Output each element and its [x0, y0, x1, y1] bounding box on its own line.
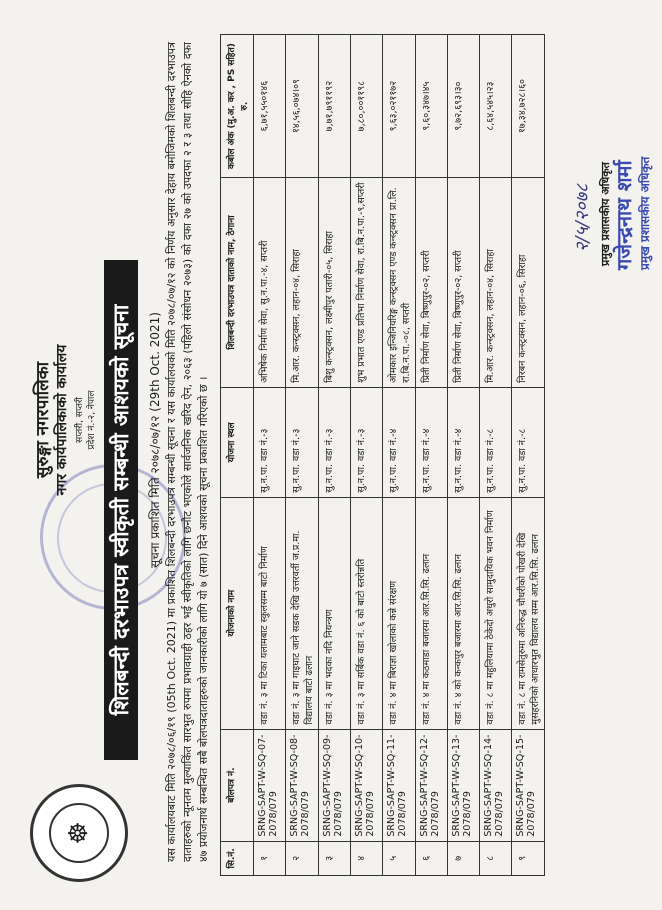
cell-project: वडा नं. ३ मा गाइघाट जाने सडक देखि उत्तरवर्ती ज.प्र.मा. विद्यालय बाटो ढलान [286, 497, 319, 729]
cell-serial: ४ [351, 841, 383, 875]
table-row [383, 35, 416, 876]
cell-amount: ७,८०,००११९८ [351, 35, 383, 178]
publish-date: सूचना प्रकाशित मिति २०७८/०७/१२ (29th Oct. 2021) [148, 312, 162, 568]
table-row [448, 35, 480, 876]
table-row [480, 35, 512, 876]
cell-contractor: बिशु कन्स्ट्रक्सन, लक्ष्मीपुर पतारी-०५, सिराहा [319, 178, 351, 388]
cell-project: वडा नं. ३ मा टिका यलामबाट स्कुलसम्म बाटो निर्माण [254, 497, 286, 729]
cell-serial: १ [254, 841, 286, 875]
cell-location: सु.न.पा. वडा नं.-८ [512, 387, 545, 497]
table-row [286, 35, 319, 876]
cell-location: सु.न.पा. वडा नं.-३ [286, 387, 319, 497]
cell-serial: ७ [448, 841, 480, 875]
cell-serial: ३ [319, 841, 351, 875]
cell-bid: SRNG-SAPT-W-SQ-08-2078/079 [286, 729, 319, 841]
col-amount: कबोल अंक (मु.अ. कर , PS सहित) रु. [221, 35, 254, 178]
cell-bid: SRNG-SAPT-W-SQ-14-2078/079 [480, 729, 512, 841]
table-row [416, 35, 448, 876]
cell-bid: SRNG-SAPT-W-SQ-11-2078/079 [383, 729, 416, 841]
cell-project: वडा नं. ४ मा बिराज्ञा खोलाको कन्ने संरक्षण [383, 497, 416, 729]
government-emblem-icon: ☸ [30, 784, 128, 882]
signature-scribble: २/५/२०७८ [572, 183, 593, 252]
address-line-2: प्रदेश नं.-२, नेपाल [87, 390, 97, 450]
table-row [512, 35, 545, 876]
cell-bid: SRNG-SAPT-W-SQ-15-2078/079 [512, 729, 545, 841]
cell-location: सु.न.पा. वडा नं.-४ [416, 387, 448, 497]
cell-contractor: निरबन कन्स्ट्रक्सन, लहान-०६, सिराहा [512, 178, 545, 388]
cell-project: वडा नं. ४ मा कठमाडा बजारमा आर.सि.सि. ढलान [416, 497, 448, 729]
table-row [351, 35, 383, 876]
cell-contractor: शुभ प्रभात एण्ड प्रतिभा निर्माण सेवा, रा.बि.न.पा.-९,सप्तरी [351, 178, 383, 388]
col-contractor: शिलबन्दी दरभाउपत्र दाताको नाम, ठेगाना [221, 178, 254, 388]
organization-name: सुरुङ्गा नगरपालिका [33, 361, 53, 479]
cell-amount: ८,६४,५४५।२३ [480, 35, 512, 178]
cell-contractor: प्रिती निर्माण सेवा, बिष्णुपुर-०२, सप्तरी [416, 178, 448, 388]
cell-project: वडा नं. ३ मा भदका नदि नियन्त्रण [319, 497, 351, 729]
cell-location: सु.न.पा. वडा नं.-३ [254, 387, 286, 497]
cell-serial: ६ [416, 841, 448, 875]
cell-contractor: मि.आर. कन्स्ट्रक्सन, लहान-०४, सिराहा [480, 178, 512, 388]
cell-serial: २ [286, 841, 319, 875]
table-header-row [221, 35, 254, 876]
table-row [254, 35, 286, 876]
cell-bid: SRNG-SAPT-W-SQ-10-2078/079 [351, 729, 383, 841]
cell-amount: ९,७२,६९३।३० [448, 35, 480, 178]
cell-bid: SRNG-SAPT-W-SQ-12-2078/079 [416, 729, 448, 841]
cell-location: सु.न.पा. वडा नं.-८ [480, 387, 512, 497]
address-line-1: सप्तरी, सप्तरी [75, 397, 85, 443]
col-bid-number: बोलपत्र नं. [221, 729, 254, 841]
cell-serial: ५ [383, 841, 416, 875]
notice-body: यस कार्यालयबाट मिति २०७८/०६/१९ (05th Oct. 2021) मा प्रकाशित शिलबन्दी दरभाउपत्र सम्बन्धी सूचना र यस कार्यालयको मिति २०७८/०७/१२ को निर्णय अनुसार देहाय बमोजिमको शिलबन्दी दरभाउपत्र दाताहरुको न्यूनतम मुल्याकिंत सारभुत रुपमा प्रभावग्राही ठहर भई स्वीकृतिको लागि छनौट भएकोले सार्वजनिक खरिद ऐन, २०६३ (पहिलो संसोधन २०७३) को दफा २७ को उपदफा २ र ३ तथा सोहि ऐनको दफा ४७ प्रयोजनार्थ सम्बन्धित सबै बोलपत्रदाताहरुको जानकारीको लागि यो ७ (सात) दिने आशयको सूचना प्रकाशित गरिएको छ । [165, 42, 210, 862]
cell-project: वडा नं. ४ को कन्कपुर बजारमा आर.सि.सि. ढलान [448, 497, 480, 729]
office-name: नगर कार्यपालिकाको कार्यालय [54, 344, 70, 496]
cell-contractor: प्रिती निर्माण सेवा, बिष्णुपुर-०२, सप्तरी [448, 178, 480, 388]
cell-contractor: अभिषेक निर्माण सेवा, सु.न.पा.-४, सप्तरी [254, 178, 286, 388]
cell-project: वडा नं. ३ मा सर्बिक वडा नं. ६ को बाटो स्तरोन्नति [351, 497, 383, 729]
table-row [319, 35, 351, 876]
cell-amount: ६,७१,५५०१४६ [254, 35, 286, 178]
cell-location: सु.न.पा. वडा नं.-३ [351, 387, 383, 497]
cell-location: सु.न.पा. वडा नं.-४ [383, 387, 416, 497]
cell-project: वडा नं. ८ मा महुलियामा ठेकेदो अधुरो सामुदायिक भवन निर्माण [480, 497, 512, 729]
cell-location: सु.न.पा. वडा नं.-३ [319, 387, 351, 497]
cell-serial: ८ [480, 841, 512, 875]
col-serial: सि.नं. [221, 841, 254, 875]
cell-amount: ९,६३,०२११७२ [383, 35, 416, 178]
col-location: योजना स्थल [221, 387, 254, 497]
notice-title: शिलबन्दी दरभाउपत्र स्वीकृती सम्बन्धी आशयको सूचना [104, 260, 138, 760]
signatory-name: गजेन्द्रनाथ शर्मा [612, 160, 636, 270]
cell-contractor: मि.आर. कन्स्ट्रक्सन, लहान-०४, सिराहा [286, 178, 319, 388]
cell-bid: SRNG-SAPT-W-SQ-13-2078/079 [448, 729, 480, 841]
cell-location: सु.न.पा. वडा नं.-४ [448, 387, 480, 497]
cell-serial: ९ [512, 841, 545, 875]
cell-amount: ७,७१,७९११९२ [319, 35, 351, 178]
cell-contractor: ओमकार इन्जिनियरिङ्ग कन्स्ट्रक्सन एण्ड कन्स्ट्रक्सन प्रा.लि. रा.बि.न.पा.-०८, सप्तरी [383, 178, 416, 388]
cell-project: वडा नं. ८ मा रामसेतुरुमा अनिरुद्ध चौधरीको पोखरी देखि मुसहरनिको आधारभुत विद्यालय सम्म आर.सि.सि. ढलान [512, 497, 545, 729]
cell-bid: SRNG-SAPT-W-SQ-07-2078/079 [254, 729, 286, 841]
bid-table [220, 34, 545, 876]
signature-title-line: प्रमुख प्रशासकीय अधिकृत [599, 162, 612, 266]
cell-amount: १४,५६,०७४।०९ [286, 35, 319, 178]
cell-amount: १७,३४,७२८।६० [512, 35, 545, 178]
col-project-name: योजनाको नाम [221, 497, 254, 729]
cell-bid: SRNG-SAPT-W-SQ-09-2078/079 [319, 729, 351, 841]
cell-amount: ९,६०,३४७।४५ [416, 35, 448, 178]
signatory-designation: प्रमुख प्रशासकीय अधिकृत [638, 156, 652, 270]
